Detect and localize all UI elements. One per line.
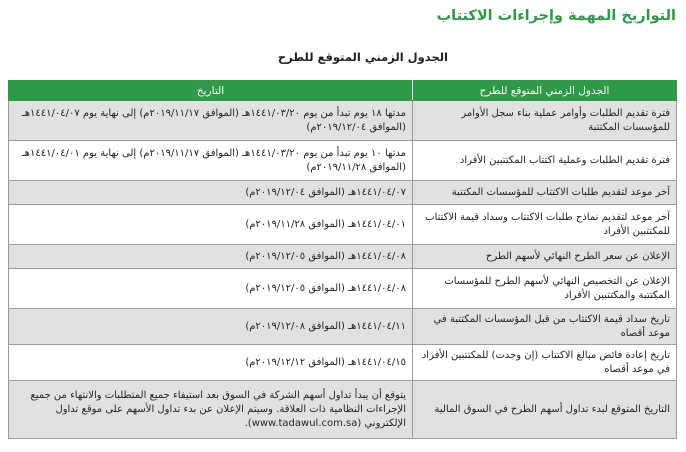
row-period-cell: تاريخ إعادة فائض مبالغ الاكتتاب (إن وجدت) للمكتتبين الأفراد في موعد أقصاه: [413, 345, 677, 381]
row-date-cell: يتوقع أن يبدأ تداول أسهم الشركة في السوق بعد استيفاء جميع المتطلبات والانتهاء من جميع الإجراءات النظامية ذات العلاقة. وسيتم الإعلان عن بدء تداول الأسهم على موقع تداول الإلكتروني (www.tadawul.com.sa).: [9, 381, 413, 439]
table-row: [9, 345, 677, 381]
row-period-cell: التاريخ المتوقع لبدء تداول أسهم الطرح في السوق المالية: [413, 381, 677, 439]
row-period-cell: آخر موعد لتقديم طلبات الاكتتاب للمؤسسات المكتتبة: [413, 181, 677, 205]
column-header-period: الجدول الزمني المتوقع للطرح: [413, 81, 677, 101]
row-period-cell: آخر موعد لتقديم نماذج طلبات الاكتتاب وسداد قيمة الاكتتاب للمكتتبين الأفراد: [413, 205, 677, 245]
row-date-cell: ١٤٤١/٠٤/٠٧هـ (الموافق ٢٠١٩/١٢/٠٤م): [9, 181, 413, 205]
timeline-table: [8, 80, 677, 439]
row-date-cell: ١٤٤١/٠٤/٠٨هـ (الموافق ٢٠١٩/١٢/٠٥م): [9, 269, 413, 309]
table-row: [9, 101, 677, 141]
table-row: [9, 181, 677, 205]
table-row: [9, 309, 677, 345]
table-row: [9, 245, 677, 269]
column-header-date: التاريخ: [9, 81, 413, 101]
table-header-row: [9, 81, 677, 101]
page-title: التواريخ المهمة وإجراءات الاكتتاب: [436, 8, 676, 24]
table-row: [9, 381, 677, 439]
row-date-cell: مدتها ١٠ يوم تبدأ من يوم ١٤٤١/٠٣/٢٠هـ (الموافق ٢٠١٩/١١/١٧م) إلى نهاية يوم ١٤٤١/٠٤/٠١هـ (الموافق ٢٠١٩/١١/٢٨م): [9, 141, 413, 181]
row-date-cell: ١٤٤١/٠٤/٠٨هـ (الموافق ٢٠١٩/١٢/٠٥م): [9, 245, 413, 269]
row-period-cell: الإعلان عن التخصيص النهائي لأسهم الطرح للمؤسسات المكتتبة والمكتتبين الأفراد: [413, 269, 677, 309]
section-subtitle: الجدول الزمني المتوقع للطرح: [277, 50, 448, 64]
row-date-cell: ١٤٤١/٠٤/١٥هـ (الموافق ٢٠١٩/١٢/١٢م): [9, 345, 413, 381]
table-row: [9, 269, 677, 309]
row-period-cell: الإعلان عن سعر الطرح النهائي لأسهم الطرح: [413, 245, 677, 269]
row-date-cell: ١٤٤١/٠٤/٠١هـ (الموافق ٢٠١٩/١١/٢٨م): [9, 205, 413, 245]
table-row: [9, 141, 677, 181]
row-period-cell: فترة تقديم الطلبات وعملية اكتتاب المكتتبين الأفراد: [413, 141, 677, 181]
row-period-cell: فترة تقديم الطلبات وأوامر عملية بناء سجل الأوامر للمؤسسات المكتتبة: [413, 101, 677, 141]
row-period-cell: تاريخ سداد قيمة الاكتتاب من قبل المؤسسات المكتتبة في موعد أقصاه: [413, 309, 677, 345]
row-date-cell: مدتها ١٨ يوم تبدأ من يوم ١٤٤١/٠٣/٢٠هـ (الموافق ٢٠١٩/١١/١٧م) إلى نهاية يوم ١٤٤١/٠٤/٠٧هـ (الموافق ٢٠١٩/١٢/٠٤م): [9, 101, 413, 141]
table-row: [9, 205, 677, 245]
row-date-cell: ١٤٤١/٠٤/١١هـ (الموافق ٢٠١٩/١٢/٠٨م): [9, 309, 413, 345]
